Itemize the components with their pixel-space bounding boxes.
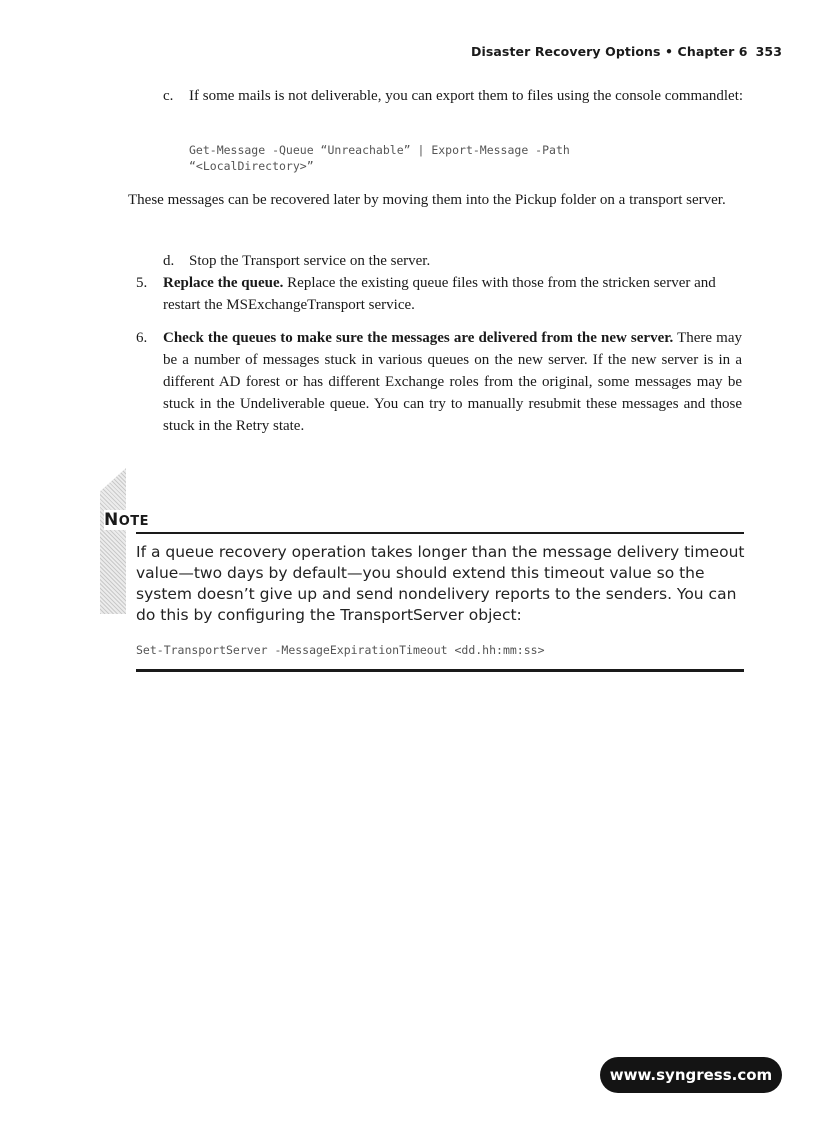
running-title: Disaster Recovery Options • Chapter 6 [470, 44, 748, 59]
footer-url-badge [600, 1057, 782, 1093]
note-title-rest: OTE [118, 514, 150, 529]
running-head [471, 44, 782, 59]
note-rule-top [136, 532, 744, 534]
note-text: If a queue recovery operation takes longer than the message delivery timeout value—two days by default—you should extend this timeout value so the system doesn’t give up and send nondelivery reports to the senders. You can do this by configuring the TransportServer object: [136, 543, 745, 624]
list-item-lead: Check the queues to make sure the messages are delivered from the new server. [163, 330, 674, 346]
note-title-initial: N [104, 510, 119, 530]
list-item-c [163, 85, 753, 107]
note-title [104, 510, 149, 530]
list-item-5 [136, 272, 742, 316]
list-item-number: 5. [136, 275, 148, 291]
footer-url: www.syngress.com [609, 1066, 773, 1084]
code-line: Get-Message -Queue “Unreachable” | Export-Message -Path [189, 143, 570, 157]
code-block-set-transportserver: Set-TransportServer -MessageExpirationTimeout <dd.hh:mm:ss> [136, 643, 545, 657]
list-item-6 [136, 327, 742, 437]
list-item-lead: Replace the queue. [163, 275, 284, 291]
list-item-text: Replace the existing queue files with those from the stricken server and restart the MSExchangeTransport service. [163, 275, 716, 313]
list-item-text: Stop the Transport service on the server. [189, 253, 431, 269]
list-item-label: c. [163, 88, 174, 104]
list-item-text: There may be a number of messages stuck in various queues on the new server. If the new server is in a different AD forest or has different Exchange roles from the original, some messages may be stuck in the Undeliverable queue. You can try to manually resubmit these messages and those stuck in the Retry state. [163, 330, 743, 434]
code-line: “<LocalDirectory>” [189, 159, 314, 173]
list-item-d [163, 250, 769, 272]
page-number: 353 [755, 44, 782, 59]
list-item-label: d. [163, 253, 175, 269]
body-paragraph: These messages can be recovered later by moving them into the Pickup folder on a transport server. [128, 192, 726, 208]
list-item-text: If some mails is not deliverable, you can export them to files using the console commandlet: [189, 88, 744, 104]
note-tab-decoration [100, 468, 126, 614]
code-block-export-message [189, 142, 570, 174]
note-rule-bottom [136, 669, 744, 672]
list-item-number: 6. [136, 330, 148, 346]
